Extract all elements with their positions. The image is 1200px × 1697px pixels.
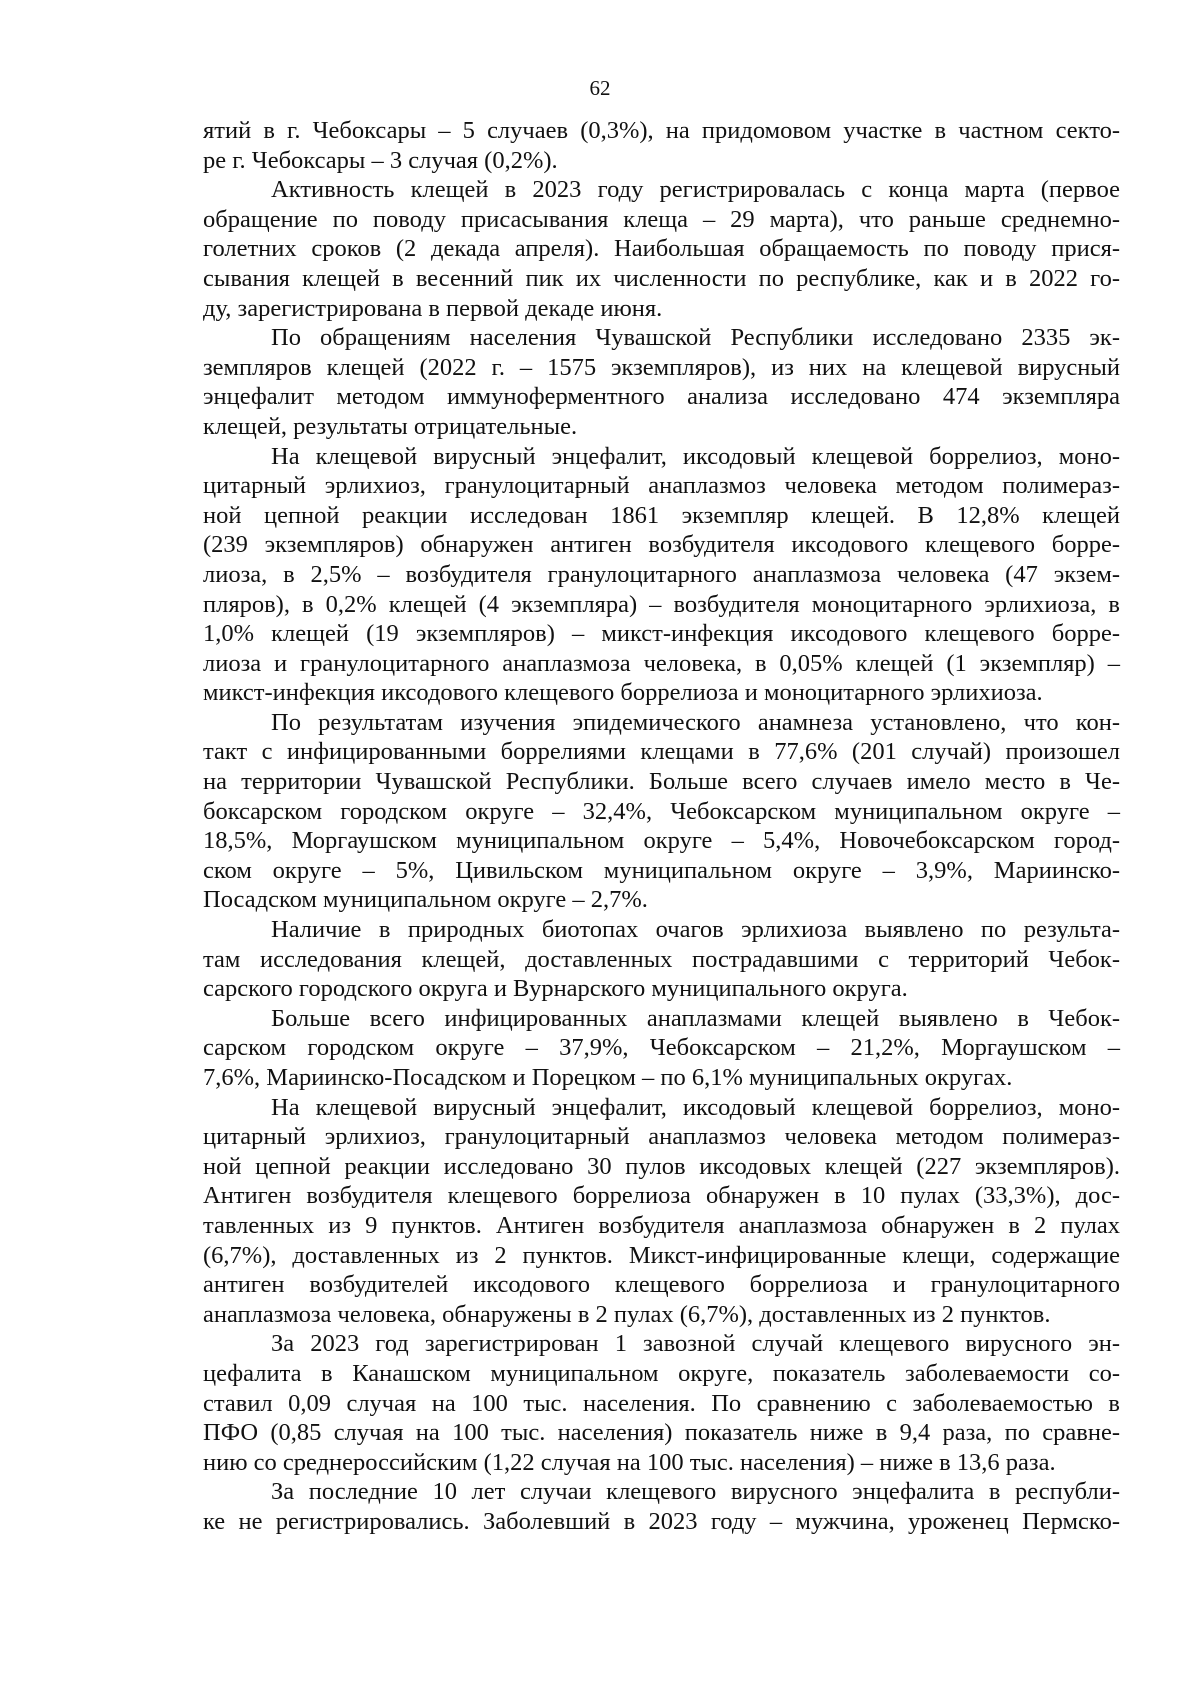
text-line: цитарный эрлихиоз, гранулоцитарный анаплазмоз человека методом полимераз- xyxy=(203,472,1120,500)
text-line: сарском городском округе – 37,9%, Чебоксарском – 21,2%, Моргаушском – xyxy=(203,1034,1120,1062)
text-line: цитарный эрлихиоз, гранулоцитарный анаплазмоз человека методом полимераз- xyxy=(203,1123,1120,1151)
text-line: анаплазмоза человека, обнаружены в 2 пулах (6,7%), доставленных из 2 пунктов. xyxy=(203,1300,1051,1328)
text-line: Посадском муниципальном округе – 2,7%. xyxy=(203,886,648,914)
text-line: По результатам изучения эпидемического анамнеза установлено, что кон- xyxy=(271,708,1120,736)
text-line: нию со среднероссийским (1,22 случая на 100 тыс. населения) – ниже в 13,6 раза. xyxy=(203,1448,1056,1476)
text-line: лиоза и гранулоцитарного анаплазмоза человека, в 0,05% клещей (1 экземпляр) – xyxy=(203,649,1120,677)
text-line: ятий в г. Чебоксары – 5 случаев (0,3%), на придомовом участке в частном секто- xyxy=(203,117,1120,144)
text-line: ду, зарегистрирована в первой декаде июня. xyxy=(203,294,663,322)
text-line: цефалита в Канашском муниципальном округе, показатель заболеваемости со- xyxy=(203,1359,1120,1387)
paragraph-4 xyxy=(203,442,1120,708)
text-line: обращение по поводу присасывания клеща – 29 марта), что раньше среднемно- xyxy=(203,205,1120,233)
text-line: микст-инфекция иксодового клещевого боррелиоза и моноцитарного эрлихиоза. xyxy=(203,679,1043,707)
text-line: 7,6%, Мариинско-Посадском и Порецком – по 6,1% муниципальных округах. xyxy=(203,1064,1013,1091)
paragraph-10 xyxy=(203,1477,1120,1536)
text-line: пляров), в 0,2% клещей (4 экземпляра) – возбудителя моноцитарного эрлихиоза, в xyxy=(203,590,1120,618)
text-line: земпляров клещей (2022 г. – 1575 экземпляров), из них на клещевой вирусный xyxy=(203,353,1120,381)
text-line: на территории Чувашской Республики. Больше всего случаев имело место в Че- xyxy=(203,768,1120,796)
text-line: сарского городского округа и Вурнарского муниципального округа. xyxy=(203,975,908,1003)
text-line: боксарском городском округе – 32,4%, Чебоксарском муниципальном округе – xyxy=(203,797,1120,825)
paragraph-3 xyxy=(203,323,1120,441)
text-line: голетних сроков (2 декада апреля). Наибольшая обращаемость по поводу прися- xyxy=(203,235,1120,263)
text-line: антиген возбудителей иксодового клещевого боррелиоза и гранулоцитарного xyxy=(203,1271,1120,1299)
paragraph-1 xyxy=(203,116,1120,175)
text-line: Больше всего инфицированных анаплазмами клещей выявлено в Чебок- xyxy=(271,1004,1120,1032)
text-line: 1,0% клещей (19 экземпляров) – микст-инфекция иксодового клещевого борре- xyxy=(203,620,1120,648)
text-line: лиоза, в 2,5% – возбудителя гранулоцитарного анаплазмоза человека (47 экзем- xyxy=(203,560,1120,588)
text-line: сывания клещей в весенний пик их численности по республике, как и в 2022 го- xyxy=(203,264,1120,292)
text-line: (239 экземпляров) обнаружен антиген возбудителя иксодового клещевого борре- xyxy=(203,531,1120,559)
text-line: ной цепной реакции исследован 1861 экземпляр клещей. В 12,8% клещей xyxy=(203,501,1120,529)
text-line: клещей, результаты отрицательные. xyxy=(203,412,578,440)
text-line: энцефалит методом иммуноферментного анализа исследовано 474 экземпляра xyxy=(203,383,1120,411)
text-line: ставил 0,09 случая на 100 тыс. населения. По сравнению с заболеваемостью в xyxy=(203,1389,1120,1417)
paragraph-7 xyxy=(203,1004,1120,1093)
paragraph-6 xyxy=(203,915,1120,1004)
text-line: Активность клещей в 2023 году регистрировалась с конца марта (первое xyxy=(271,176,1120,204)
text-line: такт с инфицированными боррелиями клещами в 77,6% (201 случай) произошел xyxy=(203,738,1120,766)
text-line: ском округе – 5%, Цивильском муниципальном округе – 3,9%, Мариинско- xyxy=(203,856,1120,884)
text-line: Наличие в природных биотопах очагов эрлихиоза выявлено по результа- xyxy=(271,916,1120,944)
text-line: ке не регистрировались. Заболевший в 2023 году – мужчина, уроженец Пермско- xyxy=(203,1507,1120,1535)
paragraph-5 xyxy=(203,708,1120,915)
text-line: (6,7%), доставленных из 2 пунктов. Микст-инфицированные клещи, содержащие xyxy=(203,1241,1120,1269)
text-line: там исследования клещей, доставленных пострадавшими с территорий Чебок- xyxy=(203,945,1120,973)
text-line: За последние 10 лет случаи клещевого вирусного энцефалита в республи- xyxy=(271,1478,1120,1506)
text-line: На клещевой вирусный энцефалит, иксодовый клещевой боррелиоз, моно- xyxy=(271,442,1120,470)
text-line: На клещевой вирусный энцефалит, иксодовый клещевой боррелиоз, моно- xyxy=(271,1093,1120,1121)
text-line: По обращениям населения Чувашской Республики исследовано 2335 эк- xyxy=(271,324,1120,352)
text-line: ре г. Чебоксары – 3 случая (0,2%). xyxy=(203,146,558,174)
page-number: 62 xyxy=(589,76,611,100)
text-line: ной цепной реакции исследовано 30 пулов иксодовых клещей (227 экземпляров). xyxy=(203,1152,1120,1180)
text-line: тавленных из 9 пунктов. Антиген возбудителя анаплазмоза обнаружен в 2 пулах xyxy=(203,1211,1120,1239)
paragraph-2 xyxy=(203,175,1120,323)
text-line: Антиген возбудителя клещевого боррелиоза обнаружен в 10 пулах (33,3%), дос- xyxy=(203,1182,1120,1210)
body-text xyxy=(203,116,1120,1537)
paragraph-8 xyxy=(203,1093,1120,1330)
paragraph-9 xyxy=(203,1329,1120,1477)
text-line: За 2023 год зарегистрирован 1 завозной случай клещевого вирусного эн- xyxy=(271,1330,1120,1358)
text-line: 18,5%, Моргаушском муниципальном округе – 5,4%, Новочебоксарском город- xyxy=(203,827,1120,855)
text-line: ПФО (0,85 случая на 100 тыс. населения) показатель ниже в 9,4 раза, по сравне- xyxy=(203,1419,1120,1447)
